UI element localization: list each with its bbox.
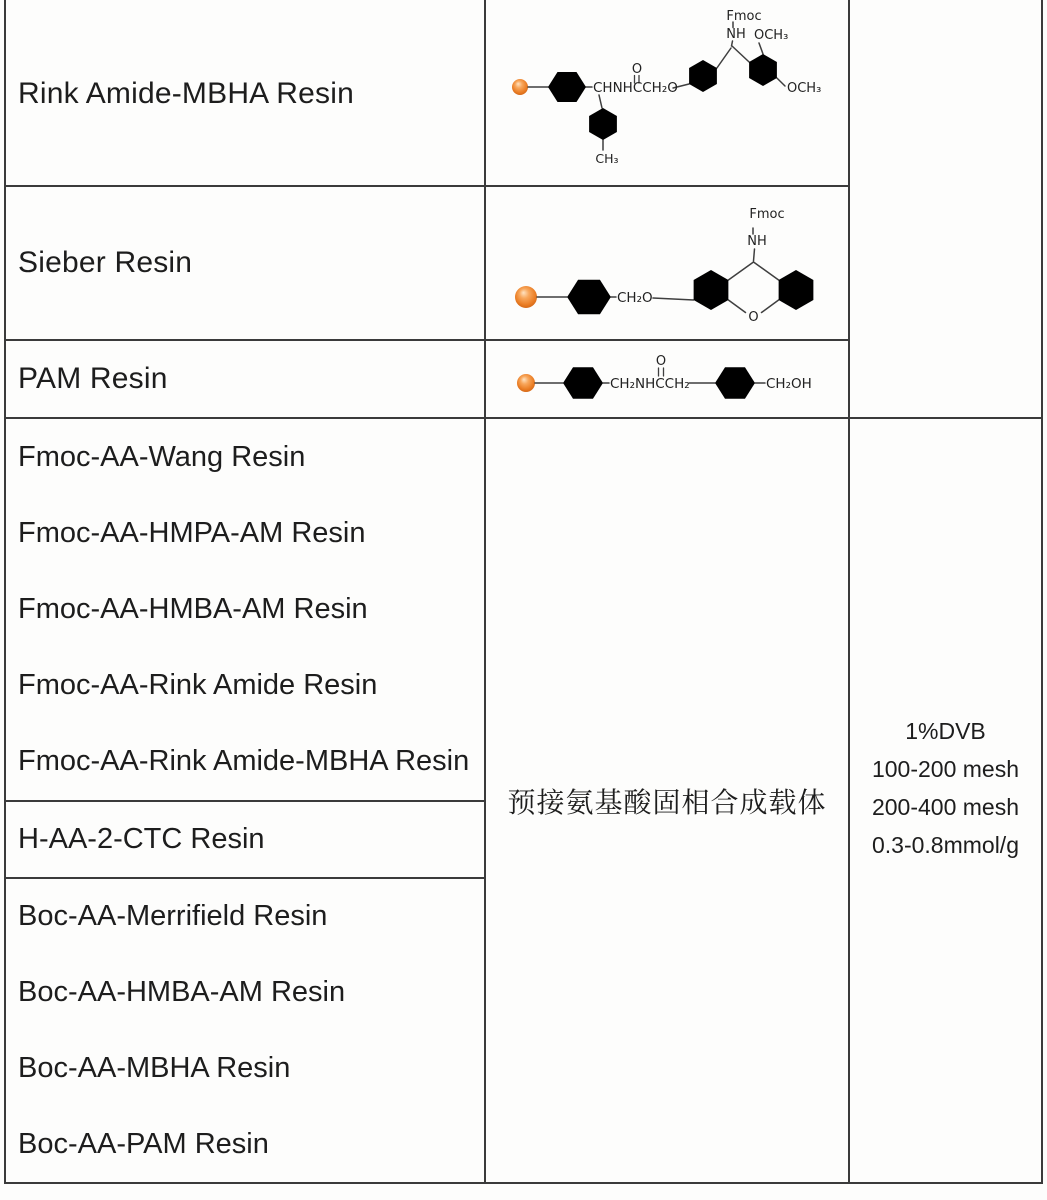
- chem-label-och3-top: OCH₃: [754, 28, 789, 43]
- chem-label-ring-o: O: [748, 310, 759, 325]
- benzene-rings: [548, 54, 777, 140]
- benzene-rings: [567, 270, 813, 314]
- resin-name: Rink Amide-MBHA Resin: [18, 76, 354, 110]
- resin-name-cell-pam: [6, 341, 482, 417]
- structure-pam: [486, 341, 848, 415]
- chem-label-fmoc: Fmoc: [749, 207, 785, 222]
- chem-label-tolyl-ch3: CH₃: [595, 151, 619, 166]
- spec-line: 0.3-0.8mmol/g: [871, 831, 1019, 858]
- chem-label-ch2o: CH₂O: [617, 290, 653, 306]
- specs-cell: [850, 419, 1041, 1182]
- polymer-bead-icon: [517, 374, 535, 392]
- resin-list-item: Fmoc-AA-Rink Amide-MBHA Resin: [18, 745, 470, 778]
- resin-list-item: Fmoc-AA-HMBA-AM Resin: [18, 592, 368, 625]
- resin-name-cell-sieber: [6, 187, 482, 339]
- fmoc-resin-list-cell: [6, 419, 482, 800]
- chem-label-ch2oh: CH₂OH: [766, 376, 812, 392]
- chem-label-fmoc: Fmoc: [726, 9, 762, 24]
- resin-list-item: Boc-AA-HMBA-AM Resin: [18, 976, 346, 1009]
- resin-list-item: Boc-AA-Merrifield Resin: [18, 900, 328, 933]
- specs-block: [872, 712, 1019, 864]
- chem-label-carbonyl-o: O: [631, 62, 643, 77]
- resin-name-cell-rink-amide-mbha: [6, 2, 482, 185]
- boc-resin-list-cell: [6, 879, 482, 1182]
- spec-line: 200-400 mesh: [871, 793, 1020, 820]
- structure-rink-amide-mbha: [486, 2, 848, 183]
- chem-label-och3-bottom: OCH₃: [787, 81, 822, 96]
- chem-label-linker-chain: CH₂NHCCH₂: [610, 376, 690, 392]
- resin-name: Sieber Resin: [18, 246, 193, 279]
- resin-list-item: Fmoc-AA-Wang Resin: [18, 440, 306, 473]
- resin-list-item: H-AA-2-CTC Resin: [18, 823, 265, 855]
- resin-list-item: Boc-AA-PAM Resin: [18, 1127, 269, 1160]
- group-description-zh: 预接氨基酸固相合成载体: [507, 786, 827, 818]
- group-description-cell: [486, 419, 848, 1182]
- spec-line: 1%DVB: [905, 717, 986, 744]
- ctc-resin-cell: [6, 802, 482, 877]
- structure-sieber: [486, 187, 848, 337]
- resin-name: PAM Resin: [18, 362, 168, 395]
- resin-list-item: Fmoc-AA-HMPA-AM Resin: [18, 516, 366, 549]
- table-right-border: [1041, 0, 1043, 1184]
- resin-list-item: Fmoc-AA-Rink Amide Resin: [18, 669, 378, 702]
- chem-label-nh: NH: [726, 27, 746, 42]
- polymer-bead-icon: [512, 79, 528, 95]
- polymer-bead-icon: [515, 286, 537, 308]
- chem-label-carbonyl-o: O: [655, 354, 667, 369]
- resin-list-item: Boc-AA-MBHA Resin: [18, 1051, 291, 1084]
- chem-label-nh: NH: [747, 234, 767, 249]
- table-bottom-border: [4, 1182, 1043, 1184]
- spec-line: 100-200 mesh: [871, 755, 1020, 782]
- chem-label-linker-chain: CHNHCCH₂O: [593, 80, 678, 96]
